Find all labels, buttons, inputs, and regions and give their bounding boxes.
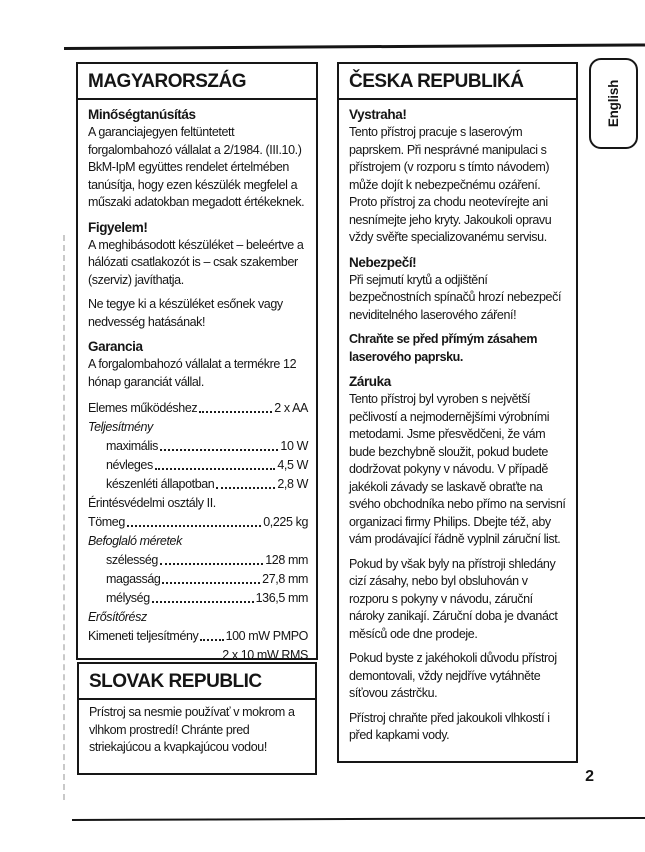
dotted-leader: [127, 525, 261, 527]
spec-row: Teljesítmény: [88, 419, 153, 434]
figyelem-body2: Ne tegye ki a készüléket esőnek vagy nedvesség hatásának!: [88, 297, 283, 329]
zaruka-p1: Tento přístroj byl vyroben s největší pečlivostí a nejmodernějšími výrobními metodami. Jsme přesvědčeni, že vám bude bezchybně sloužit, pokud budete dodržovat pokyny v návodu. V případě jakékoli závady se laskavě obraťte na svého obchodníka nebo přímo na servisní organizaci firmy Philips. Dbejte též, aby vám prodávající řádně vyplnil záruční list.: [349, 392, 566, 546]
spec-row: maximális 10 W: [106, 438, 308, 453]
nebezpeci-heading: Nebezpečí!: [349, 254, 417, 270]
zaruka-p4: Přístroj chraňte před jakoukoli vlhkostí i před kapkami vody.: [349, 710, 550, 742]
garancia-heading: Garancia: [88, 339, 143, 354]
spec-row: Kimeneti teljesítmény 100 mW PMPO: [88, 628, 308, 643]
dotted-leader: [199, 411, 272, 413]
vystraha-body: Tento přístroj pracuje s laserovým paprskem. Při nesprávné manipulaci s přístrojem (v rozporu s tímto návodem) může dojít k nebezpečnému ozáření. Proto přístroj za chodu neotevírejte ani nesnímejte jeho kryty. Jakoukoli opravu vždy svěřte specializovanému servisu.: [349, 125, 552, 244]
dotted-leader: [162, 582, 260, 584]
slovak-content: [79, 700, 315, 757]
dotted-leader: [160, 449, 278, 451]
laser-warning-bold: Chraňte se před přímým zásahem laserového paprsku.: [349, 332, 538, 364]
vystraha-heading: Vystraha!: [349, 107, 407, 122]
zaruka-p2: Pokud by však byly na přístroji shledány cizí zásahy, nebo byl obsluhován v rozporu s pokyny v návodu, záruční nároky zanikají. Záruční doba je dvanáct měsíců ode dne prodeje.: [349, 556, 558, 641]
english-tab: [589, 58, 638, 149]
slovak-title: SLOVAK REPUBLIC: [79, 664, 315, 700]
spec-row: mélység 136,5 mm: [106, 590, 308, 605]
dotted-leader: [155, 468, 276, 470]
dotted-leader: [216, 487, 275, 489]
spec-row: készenléti állapotban 2,8 W: [106, 476, 308, 491]
figyelem-heading: Figyelem!: [88, 219, 148, 235]
minoseg-body: A garanciajegyen feltüntetett forgalombahozó vállalat a 2/1984. (III.10.) BkM-IpM együttes rendelet értelmében tanúsítja, hogy ezen készülék megfelel a műszaki adatokban megadott értékeknek.: [88, 125, 305, 209]
spec-list: [88, 398, 308, 664]
dotted-leader: [152, 601, 254, 603]
dotted-leader: [200, 639, 223, 641]
page-number: 2: [585, 768, 594, 785]
magyarorszag-box: [76, 62, 318, 660]
spec-row: szélesség 128 mm: [106, 552, 308, 567]
english-tab-label: English: [606, 79, 622, 128]
nebezpeci-body: Při sejmutí krytů a odjištění bezpečnostních spínačů hrozí nebezpečí neviditelného laserového záření!: [349, 272, 562, 322]
left-fold-marks: [63, 235, 65, 800]
magyarorszag-content: [78, 100, 316, 664]
slovak-box: [77, 662, 317, 775]
spec-row: Befoglaló méretek: [88, 533, 182, 548]
figyelem-body: A meghibásodott készüléket – beleértve a hálózati csatlakozót is – csak szakember (szerviz) javíthatja.: [88, 237, 304, 287]
spec-row: Érintésvédelmi osztály II.: [88, 495, 216, 510]
magyarorszag-title: MAGYARORSZÁG: [78, 64, 316, 100]
spec-row: Elemes működéshez 2 x AA: [88, 400, 308, 415]
spec-row: 2 x 10 mW RMS: [222, 647, 308, 662]
czech-title: ČESKA REPUBLIKÁ: [339, 64, 576, 100]
bottom-rule: [72, 817, 645, 821]
top-rule: [64, 43, 645, 50]
spec-row: Erősítőrész: [88, 609, 147, 624]
zaruka-heading: Záruka: [349, 374, 391, 389]
minoseg-heading: Minőségtanúsítás: [88, 107, 196, 122]
czech-content: [339, 100, 576, 745]
dotted-leader: [160, 563, 263, 565]
spec-row: magasság 27,8 mm: [106, 571, 308, 586]
zaruka-p3: Pokud byste z jakéhokoli důvodu přístroj demontovali, vždy nejdříve vytáhněte síťovou zástrčku.: [349, 651, 557, 700]
slovak-body: Prístroj sa nesmie používať v mokrom a vlhkom prostredí! Chránte pred striekajúcou a kvapkajúcou vodou!: [89, 705, 295, 754]
czech-box: [337, 62, 578, 763]
garancia-body: A forgalombahozó vállalat a termékre 12 hónap garanciát vállal.: [88, 357, 297, 389]
spec-row: Tömeg 0,225 kg: [88, 514, 308, 529]
spec-row: névleges 4,5 W: [106, 457, 308, 472]
